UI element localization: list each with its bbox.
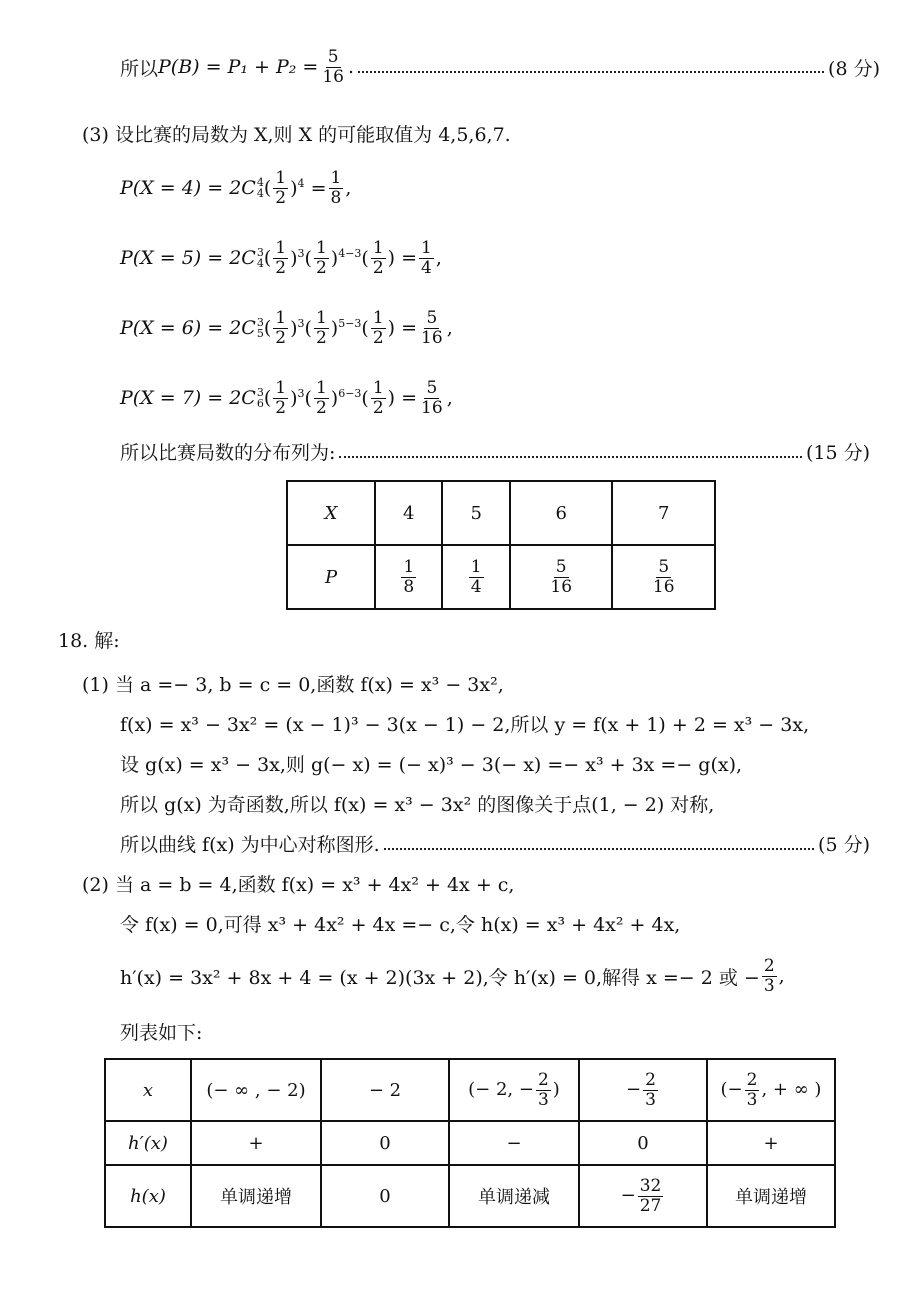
table-row bbox=[287, 481, 715, 545]
q18-s1-line3: 设 g(x) = x³ − 3x,则 g(− x) = (− x)³ − 3(− x) =− x³ + 3x =− g(x), bbox=[120, 754, 743, 776]
pb-expression: P(B) = P₁ + P₂ = bbox=[158, 56, 319, 79]
part3-intro: (3) 设比赛的局数为 X,则 X 的可能取值为 4,5,6,7. bbox=[82, 124, 511, 146]
leader-dots bbox=[384, 838, 814, 850]
px5-line: P(X = 5) = 2C 3 4 ( $\frac{1}{2}$ )$^3$( $\frac{1}{2}$ )$^{4-3}$( $\frac{1}{2}$ ) = $\frac{1}{4}$ , bbox=[120, 237, 442, 278]
trend-cell: 单调递增 bbox=[707, 1165, 835, 1227]
px7-line: P(X = 7) = 2C 3 6 ( $\frac{1}{2}$ )$^3$( $\frac{1}{2}$ )$^{6-3}$( $\frac{1}{2}$ ) = $\frac{5}{16}$ , bbox=[120, 377, 453, 418]
sign-cell: + bbox=[191, 1121, 321, 1165]
score-8: (8 分) bbox=[828, 57, 880, 80]
q18-s2-line2: 令 f(x) = 0,可得 x³ + 4x² + 4x =− c,令 h(x) = x³ + 4x² + 4x, bbox=[120, 914, 681, 936]
q18-s2-line1: (2) 当 a = b = 4,函数 f(x) = x³ + 4x² + 4x + c, bbox=[82, 874, 515, 896]
q18-header: 18. 解: bbox=[58, 630, 120, 652]
trend-cell: 0 bbox=[321, 1165, 449, 1227]
table-row bbox=[105, 1059, 835, 1121]
px6-result: $\frac{5}{16}$ bbox=[421, 307, 443, 348]
px5-result: $\frac{1}{4}$ bbox=[421, 237, 432, 278]
table-row bbox=[287, 545, 715, 609]
p-value-cell: $\frac{1}{8}$ bbox=[375, 545, 442, 609]
px4-line: P(X = 4) = 2C 4 4 ( $\frac{1}{2}$ )$^4$ = $\frac{1}{8}$ , bbox=[120, 167, 352, 208]
p-label-cell: P bbox=[287, 545, 375, 609]
function-label-cell: h(x) bbox=[105, 1165, 191, 1227]
q18-s1-line2: f(x) = x³ − 3x² = (x − 1)³ − 3(x − 1) − 2,所以 y = f(x + 1) + 2 = x³ − 3x, bbox=[120, 714, 810, 736]
q18-s1-line1: (1) 当 a =− 3, b = c = 0,函数 f(x) = x³ − 3x², bbox=[82, 674, 504, 696]
header-cell: (− $\frac{2}{3}$ , + ∞ ) bbox=[707, 1059, 835, 1121]
pb-fraction: $\frac{5}{16}$ bbox=[322, 47, 344, 87]
px7-result: $\frac{5}{16}$ bbox=[421, 377, 443, 418]
x-value-cell: 5 bbox=[442, 481, 509, 545]
leader-dots bbox=[339, 446, 802, 458]
q18-s2-line4: 列表如下: bbox=[120, 1022, 203, 1044]
derivative-label-cell: h′(x) bbox=[105, 1121, 191, 1165]
x-label-cell: X bbox=[287, 481, 375, 545]
trend-cell: − $\frac{32}{27}$ bbox=[579, 1165, 707, 1227]
x-value-cell: 7 bbox=[612, 481, 715, 545]
header-cell: − $\frac{2}{3}$ bbox=[579, 1059, 707, 1121]
trend-cell: 单调递增 bbox=[191, 1165, 321, 1227]
p-value-cell: $\frac{5}{16}$ bbox=[612, 545, 715, 609]
root-fraction: $\frac{2}{3}$ bbox=[763, 955, 775, 996]
score-15: (15 分) bbox=[805, 442, 870, 464]
table-row bbox=[105, 1165, 835, 1227]
sign-cell: + bbox=[707, 1121, 835, 1165]
p-value-cell: $\frac{1}{4}$ bbox=[442, 545, 509, 609]
sign-cell: − bbox=[449, 1121, 579, 1165]
distribution-table bbox=[286, 480, 716, 610]
x-value-cell: 4 bbox=[375, 481, 442, 545]
sign-cell: 0 bbox=[579, 1121, 707, 1165]
score-5: (5 分) bbox=[818, 834, 870, 856]
header-cell: − 2 bbox=[321, 1059, 449, 1121]
q18-s1-line5: 所以曲线 f(x) 为中心对称图形. (5 分) bbox=[120, 830, 870, 857]
px6-line: P(X = 6) = 2C 3 5 ( $\frac{1}{2}$ )$^3$( $\frac{1}{2}$ )$^{5-3}$( $\frac{1}{2}$ ) = $\frac{5}{16}$ , bbox=[120, 307, 453, 348]
q18-s2-line3: h′(x) = 3x² + 8x + 4 = (x + 2)(3x + 2),令 h′(x) = 0,解得 x =− 2 或 − $\frac{2}{3}$ , bbox=[120, 955, 785, 996]
q18-s1-line4: 所以 g(x) 为奇函数,所以 f(x) = x³ − 3x² 的图像关于点(1, − 2) 对称, bbox=[120, 794, 715, 816]
p-value-cell: $\frac{5}{16}$ bbox=[510, 545, 613, 609]
header-cell: x bbox=[105, 1059, 191, 1121]
sign-cell: 0 bbox=[321, 1121, 449, 1165]
monotonicity-table bbox=[104, 1058, 836, 1228]
header-cell: (− ∞ , − 2) bbox=[191, 1059, 321, 1121]
header-cell: (− 2, − $\frac{2}{3}$ ) bbox=[449, 1059, 579, 1121]
probability-sum-line: 所以 P(B) = P₁ + P₂ = $\frac{5}{16}$ . (8 分) bbox=[120, 47, 880, 87]
distribution-conclusion: 所以比赛局数的分布列为: (15 分) bbox=[120, 438, 870, 465]
table-row bbox=[105, 1121, 835, 1165]
x-value-cell: 6 bbox=[510, 481, 613, 545]
leader-dots bbox=[358, 61, 824, 73]
px4-result: $\frac{1}{8}$ bbox=[330, 167, 342, 208]
trend-cell: 单调递减 bbox=[449, 1165, 579, 1227]
line-prefix: 所以 bbox=[120, 57, 159, 80]
